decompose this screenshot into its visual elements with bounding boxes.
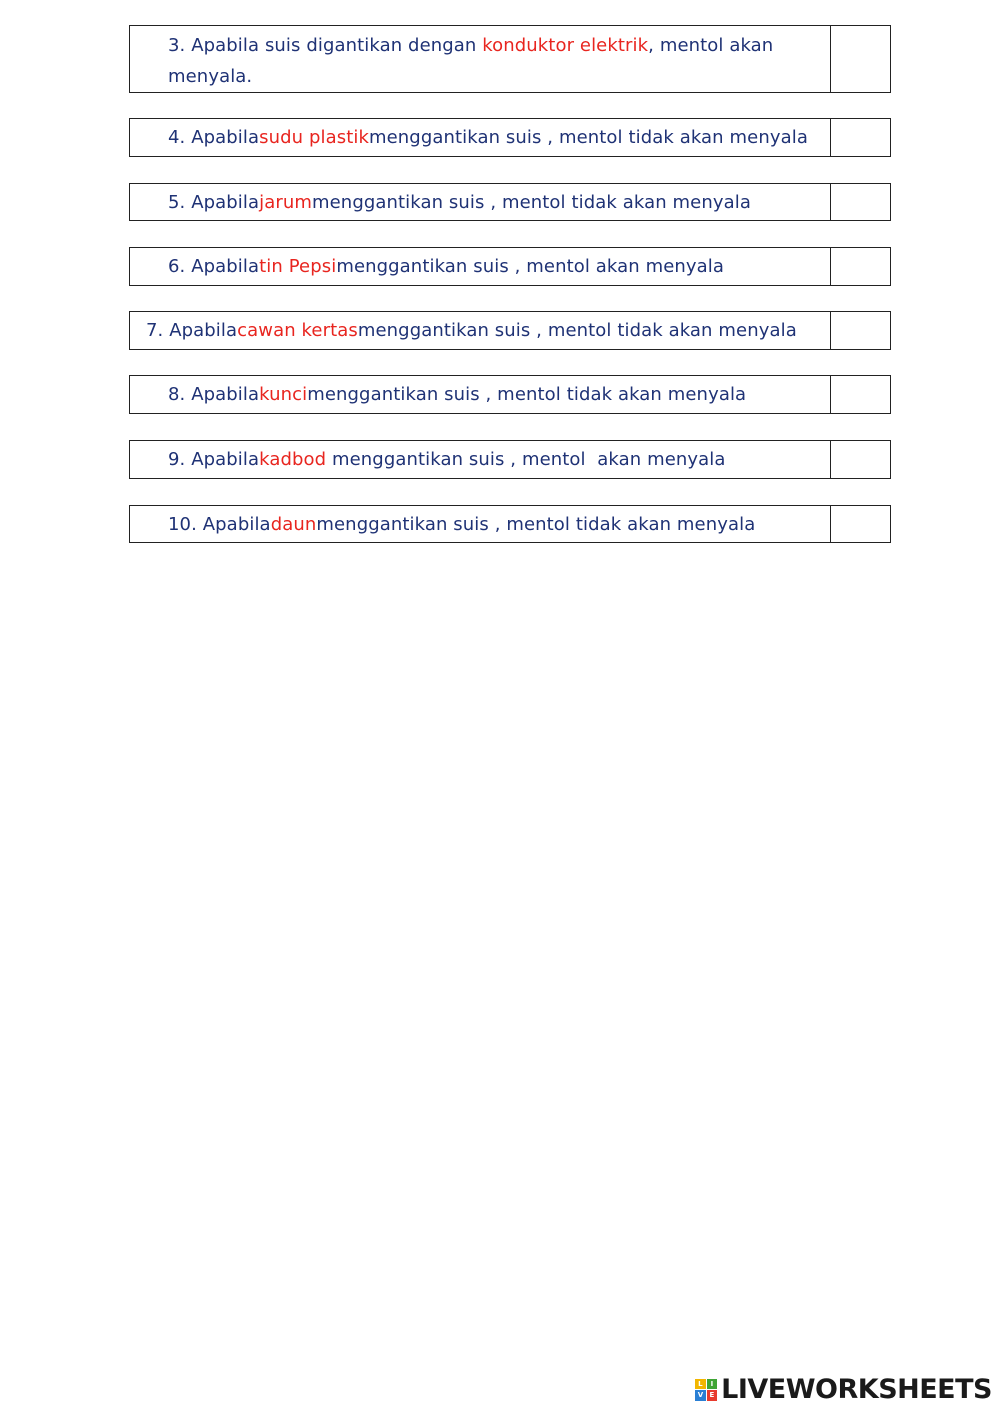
answer-box-5[interactable] (831, 184, 890, 220)
question-keyword: konduktor elektrik (482, 35, 649, 56)
logo-letter: V (695, 1390, 706, 1401)
answer-box-4[interactable] (831, 119, 890, 156)
liveworksheets-logo (695, 1374, 992, 1405)
question-text-3 (130, 26, 831, 92)
answer-box-6[interactable] (831, 248, 890, 285)
logo-letter: E (707, 1390, 718, 1401)
question-keyword: tin Pepsi (259, 256, 337, 277)
question-text-end: menggantikan suis , mentol tidak akan menyala (316, 513, 756, 535)
answer-box-9[interactable] (831, 441, 890, 478)
question-text-6 (130, 248, 831, 285)
liveworksheets-logo-icon (695, 1379, 717, 1401)
question-text-end: menggantikan suis , mentol tidak akan menyala (307, 384, 747, 405)
question-text-start: 9. Apabila (168, 449, 260, 470)
question-row-7 (129, 311, 891, 350)
question-text-5 (130, 184, 831, 220)
logo-letter: I (707, 1379, 718, 1390)
question-row-6 (129, 247, 891, 286)
question-text-end: menggantikan suis , mentol akan menyala (336, 256, 725, 277)
question-text-7 (130, 312, 831, 349)
question-keyword: kunci (259, 384, 308, 405)
question-text-end: , mentol akan menyala. (168, 35, 774, 87)
question-text-4 (130, 119, 831, 156)
question-row-9 (129, 440, 891, 479)
question-text-10 (130, 506, 831, 542)
answer-box-7[interactable] (831, 312, 890, 349)
question-row-8 (129, 375, 891, 414)
question-keyword: jarum (259, 191, 312, 213)
question-text-start: 8. Apabila (168, 384, 260, 405)
question-row-4 (129, 118, 891, 157)
question-keyword: cawan kertas (237, 320, 358, 341)
question-text-start: 4. Apabila (168, 127, 260, 148)
question-text-end: menggantikan suis , mentol tidak akan menyala (357, 320, 797, 341)
question-keyword: daun (270, 513, 317, 535)
answer-box-3[interactable] (831, 26, 890, 92)
question-row-5 (129, 183, 891, 221)
question-keyword: kadbod (259, 449, 327, 470)
question-text-start: 7. Apabila (146, 320, 238, 341)
question-text-9 (130, 441, 831, 478)
question-text-start: 5. Apabila (168, 191, 260, 213)
question-text-start: 10. Apabila (168, 513, 271, 535)
question-text-8 (130, 376, 831, 413)
question-text-end: menggantikan suis , mentol akan menyala (326, 449, 726, 470)
question-text-start: 6. Apabila (168, 256, 260, 277)
question-keyword: sudu plastik (259, 127, 369, 148)
question-row-10 (129, 505, 891, 543)
question-row-3 (129, 25, 891, 93)
question-text-end: menggantikan suis , mentol tidak akan menyala (368, 127, 808, 148)
question-text-end: menggantikan suis , mentol tidak akan menyala (312, 191, 751, 213)
question-text-start: 3. Apabila suis digantikan dengan (168, 35, 483, 56)
brand-name: LIVEWORKSHEETS (721, 1374, 992, 1405)
logo-letter: L (695, 1379, 706, 1390)
answer-box-8[interactable] (831, 376, 890, 413)
answer-box-10[interactable] (831, 506, 890, 542)
